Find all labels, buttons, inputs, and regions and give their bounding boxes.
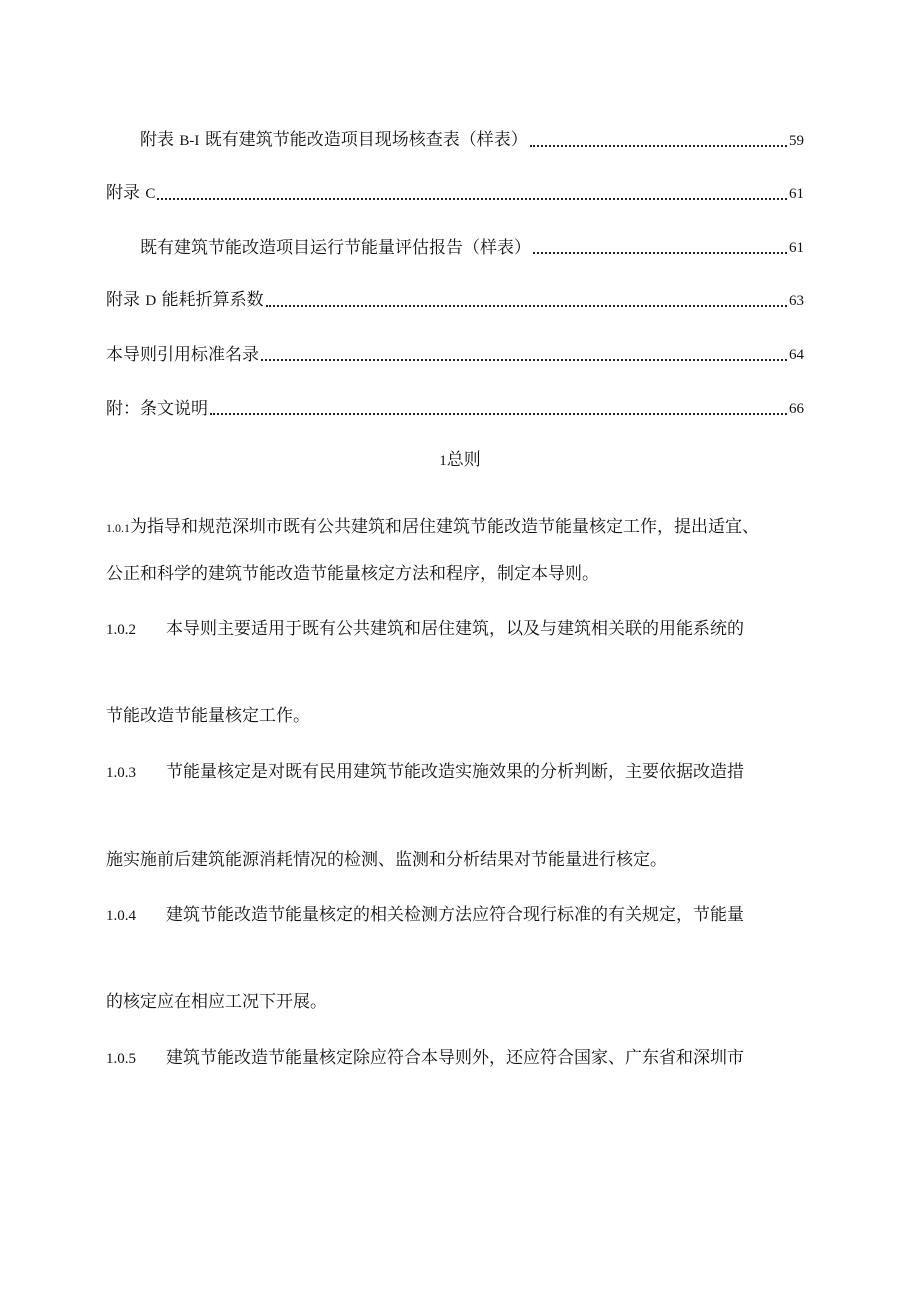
toc-entry-title: 附表 B-I 既有建筑节能改造项目现场核查表（样表） [140,130,528,150]
clause-1-0-4-line-1 [106,904,826,927]
clause-1-0-2-line-1 [106,618,826,641]
clause-1-0-5-line-1 [106,1047,826,1070]
clause-1-0-3-line-1 [106,761,826,784]
toc-entry-title: 附录 C [106,183,156,203]
toc-entry-title: 既有建筑节能改造项目运行节能量评估报告（样表） [140,238,531,258]
clause-text: 节能量核定是对既有民用建筑节能改造实施效果的分析判断，主要依据改造措 [166,762,744,782]
toc-entry-appendix-d[interactable] [106,286,804,312]
toc-page-number: 66 [789,401,804,417]
toc-entry-appendix-c[interactable] [106,179,804,205]
toc-page-number: 64 [789,347,804,363]
clause-text: 建筑节能改造节能量核定除应符合本导则外，还应符合国家、广东省和深圳市 [166,1048,744,1068]
clause-1-0-1-line-2: 公正和科学的建筑节能改造节能量核定方法和程序，制定本导则。 [106,564,599,584]
toc-page-number: 63 [789,293,804,309]
toc-entry-energy-report[interactable] [140,233,804,259]
clause-number: 1.0.3 [106,765,136,781]
chapter-heading [0,449,920,472]
toc-entry-title: 附：条文说明 [106,399,208,419]
toc-entry-standards-list[interactable] [106,340,804,366]
toc-leader-dots [266,305,787,307]
toc-page-number: 61 [789,240,804,256]
clause-text: 本导则主要适用于既有公共建筑和居住建筑，以及与建筑相关联的用能系统的 [166,619,744,639]
toc-leader-dots [157,198,787,200]
clause-1-0-2-line-2: 节能改造节能量核定工作。 [106,706,310,726]
toc-entry-explanation[interactable] [106,394,804,420]
clause-1-0-3-line-2: 施实施前后建筑能源消耗情况的检测、监测和分析结果对节能量进行核定。 [106,850,667,870]
chapter-number: 1 [439,453,447,469]
clause-number: 1.0.5 [106,1051,136,1067]
toc-entry-title: 附录 D 能耗折算系数 [106,290,264,310]
clause-number: 1.0.2 [106,622,136,638]
toc-page-number: 61 [789,186,804,202]
toc-leader-dots [533,252,787,254]
toc-entry-title: 本导则引用标准名录 [106,345,259,365]
clause-text: 为指导和规范深圳市既有公共建筑和居住建筑节能改造节能量核定工作，提出适宜、 [130,517,759,537]
toc-leader-dots [261,359,787,361]
clause-text: 建筑节能改造节能量核定的相关检测方法应符合现行标准的有关规定，节能量 [166,905,744,925]
clause-number: 1.0.1 [106,521,130,535]
toc-entry-appendix-table-b1[interactable] [140,126,804,152]
chapter-title: 总则 [446,450,481,470]
clause-1-0-4-line-2: 的核定应在相应工况下开展。 [106,992,327,1012]
clause-1-0-1-line-1 [106,516,826,539]
toc-leader-dots [210,413,787,415]
toc-page-number: 59 [789,133,804,149]
toc-leader-dots [530,145,787,147]
clause-number: 1.0.4 [106,908,136,924]
